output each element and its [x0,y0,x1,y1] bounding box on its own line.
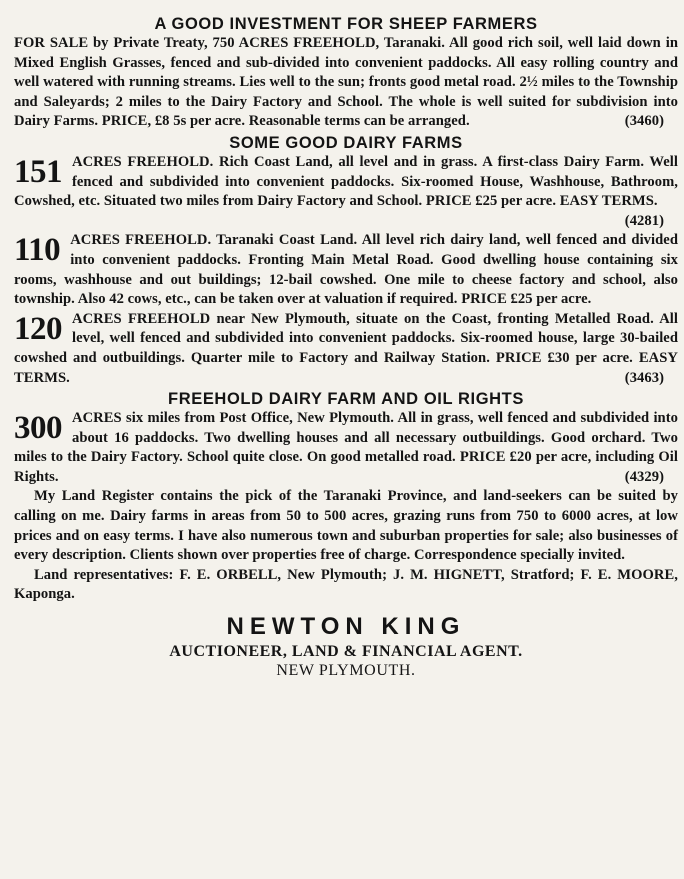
listing-acres-number: 110 [14,232,61,269]
listing-acres-number: 300 [14,410,62,447]
listing-body: ACRES FREEHOLD. Rich Coast Land, all level and in grass. A first-class Dairy Farm. Well fenced and subdivided into convenient paddocks. Six-roomed House, Washhouse, Bathroom, Cowshed, etc. Situated two miles from Dairy Factory and School. PRICE £25 per acre. EASY TERMS. [14,153,678,210]
oil-rights-heading: FREEHOLD DAIRY FARM AND OIL RIGHTS [168,390,524,409]
agent-location: NEW PLYMOUTH. [276,662,416,680]
listing-ref: (3463) [624,369,664,386]
dairy-listing-151 [14,153,678,231]
agent-title: AUCTIONEER, LAND & FINANCIAL AGENT. [169,643,523,661]
advertisement-page [14,16,678,680]
listing-acres-number: 151 [14,153,62,190]
sheep-farm-ref: (3460) [624,113,664,130]
agent-name: NEWTON KING [226,613,466,641]
sheep-farm-listing [14,34,678,132]
land-register-paragraph: My Land Register contains the pick of the Taranaki Province, and land-seekers can be suited by calling on me. Dairy farms in areas from 50 to 500 acres, grazing runs from 750 to 6000 acres, at low prices and on easy terms. I have also numerous town and suburban properties for sale; also businesses of every description. Clients shown over properties free of charge. Correspondence specially invited. [14,488,678,564]
sheep-farmers-heading: A GOOD INVESTMENT FOR SHEEP FARMERS [154,15,538,33]
sheep-farm-body: FOR SALE by Private Treaty, 750 ACRES FREEHOLD, Taranaki. All good rich soil, well laid down in Mixed English Grasses, fenced and sub-divided into convenient paddocks. All easy rolling country and well watered with running streams. Lies well to the sun; fronts good metal road. 2½ miles to the Township and Saleyards; 2 miles to the Dairy Factory and School. The whole is well suited for subdivision into Dairy Farms. PRICE, £8 5s per acre. Reasonable terms can be arranged. [14,35,678,130]
dairy-listing-120 [14,310,678,388]
dairy-listing-300 [14,409,678,487]
listing-body: ACRES six miles from Post Office, New Plymouth. All in grass, well fenced and subdivided into about 16 paddocks. Two dwelling houses and all necessary outbuildings. Good orchard. Two miles to the Dairy Factory. School quite close. On good metalled road. PRICE £20 per acre, including Oil Rights. [14,410,678,485]
listing-body: ACRES FREEHOLD. Taranaki Coast Land. All level rich dairy land, well fenced and divided into convenient paddocks. Fronting Main Metal Road. Good dwelling house containing six rooms, washhouse and out buildings; 12-bail cowshed. One mile to cheese factory and school, also township. Also 42 cows, etc., can be taken over at valuation if required. PRICE £25 per acre. [14,232,678,308]
listing-ref: (4281) [624,212,664,229]
listing-ref: (4329) [624,468,664,485]
dairy-farms-heading: SOME GOOD DAIRY FARMS [229,133,463,152]
listing-acres-number: 120 [14,310,62,347]
dairy-listing-110 [14,231,678,309]
listing-body: ACRES FREEHOLD near New Plymouth, situate on the Coast, fronting Metalled Road. All level, well fenced and subdivided into convenient paddocks. Six-roomed house, large 30-bailed cowshed and outbuildings. Quarter mile to Factory and Railway Station. PRICE £30 per acre. EASY TERMS. [14,310,678,386]
land-representatives: Land representatives: F. E. ORBELL, New Plymouth; J. M. HIGNETT, Stratford; F. E. MOORE, Kaponga. [14,566,678,603]
